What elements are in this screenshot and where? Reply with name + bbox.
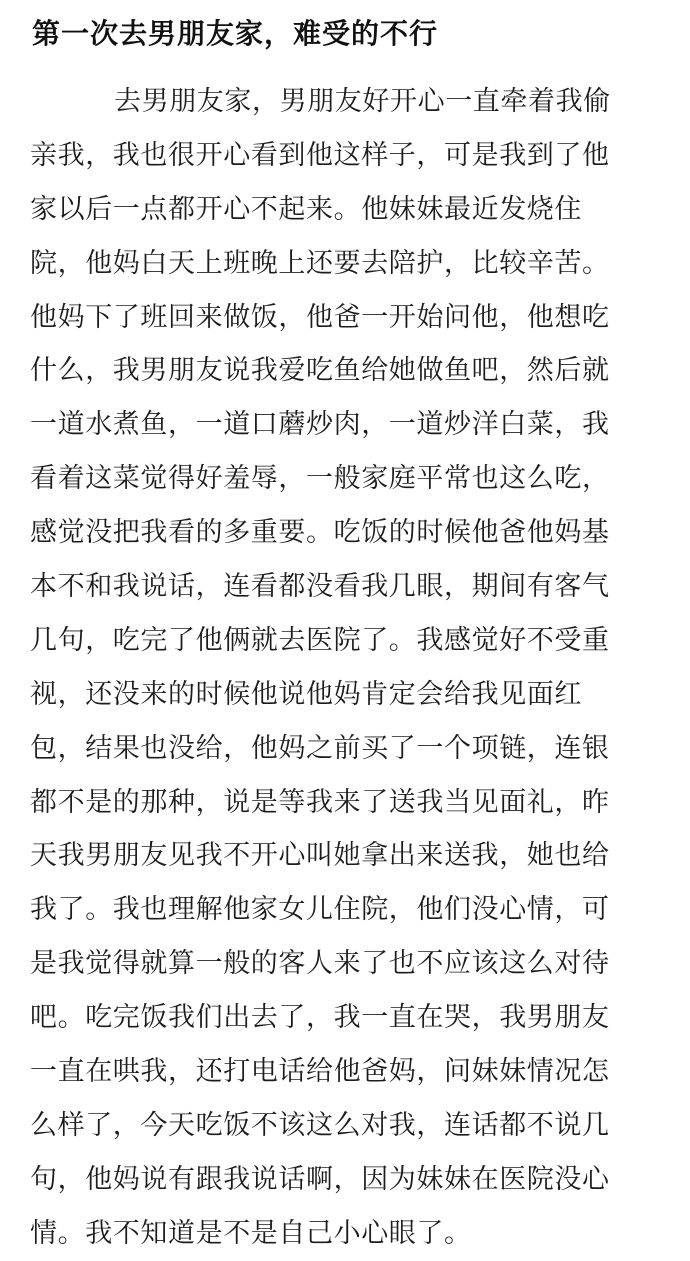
paragraph-line: 一道水煮鱼，一道口蘑炒肉，一道炒洋白菜，我 [30, 409, 610, 441]
paragraph-line: 么样了，今天吃饭不该这么对我，连话都不说几 [30, 1109, 610, 1141]
paragraph-line: 本不和我说话，连看都没看我几眼，期间有客气 [30, 571, 610, 603]
paragraph-line: 几句，吃完了他俩就去医院了。我感觉好不受重 [30, 624, 610, 656]
paragraph-line: 情。我不知道是不是自己小心眼了。 [30, 1217, 472, 1249]
paragraph-line: 天我男朋友见我不开心叫她拿出来送我，她也给 [30, 840, 610, 872]
paragraph-line: 什么，我男朋友说我爱吃鱼给她做鱼吧，然后就 [30, 355, 610, 387]
paragraph-line: 院，他妈白天上班晚上还要去陪护，比较辛苦。 [30, 247, 610, 279]
paragraph-line: 我了。我也理解他家女儿住院，他们没心情，可 [30, 894, 610, 926]
paragraph-line: 都不是的那种，说是等我来了送我当见面礼，昨 [30, 786, 610, 818]
paragraph-line: 一直在哄我，还打电话给他爸妈，问妹妹情况怎 [30, 1056, 610, 1088]
paragraph-line: 视，还没来的时候他说他妈肯定会给我见面红 [30, 678, 582, 710]
paragraph-line: 包，结果也没给，他妈之前买了一个项链，连银 [30, 732, 610, 764]
paragraph-line: 看着这菜觉得好羞辱，一般家庭平常也这么吃， [30, 463, 610, 495]
paragraph-line: 是我觉得就算一般的客人来了也不应该这么对待 [30, 948, 610, 980]
post-title: 第一次去男朋友家，难受的不行 [32, 17, 439, 50]
paragraph-line: 家以后一点都开心不起来。他妹妹最近发烧住 [30, 193, 582, 225]
paragraph-line: 去男朋友家，男朋友好开心一直牵着我偷 [114, 86, 611, 117]
paragraph-line: 吧。吃完饭我们出去了，我一直在哭，我男朋友 [30, 1002, 610, 1034]
paragraph-line: 他妈下了班回来做饭，他爸一开始问他，他想吃 [30, 301, 610, 333]
paragraph-line: 亲我，我也很开心看到他这样子，可是我到了他 [30, 139, 610, 171]
paragraph-line: 句，他妈说有跟我说话啊，因为妹妹在医院没心 [30, 1163, 610, 1195]
paragraph-line: 感觉没把我看的多重要。吃饭的时候他爸他妈基 [30, 517, 610, 549]
post-body [30, 75, 660, 1261]
